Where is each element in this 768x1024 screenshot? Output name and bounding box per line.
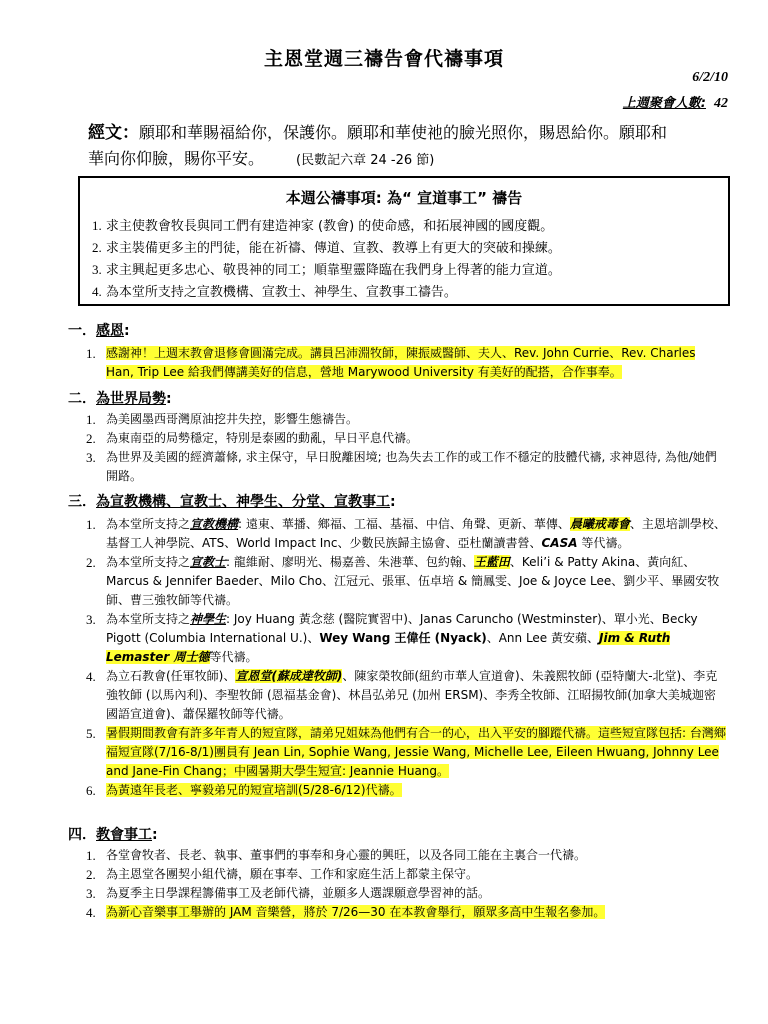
list-item: 1. 為美國墨西哥灣原油挖井失控，影響生態禱告。: [86, 412, 359, 427]
notice-item: 3. 求主興起更多忠心、敬畏神的同工；順靠聖靈降臨在我們身上得著的能力宣道。: [92, 262, 561, 278]
section-heading-church-ministry: 四．教會事工:: [68, 827, 158, 843]
notice-title: 本週公禱事項: 為“ 宣道事工” 禱告: [285, 189, 523, 207]
list-item: 2. 為東南亞的局勢穩定，特別是泰國的動亂，早日平息代禱。: [86, 431, 419, 446]
scripture-reference: (民數記六章 24 -26 節): [296, 153, 435, 168]
section-heading-missions: 三．為宣教機構、宣教士、神學生、分堂、宣教事工:: [68, 494, 396, 510]
weekly-prayer-notice-box: [78, 176, 730, 306]
notice-item: 2. 求主裝備更多主的門徒，能在祈禱、傳道、宣教、教導上有更大的突破和操練。: [92, 240, 561, 256]
church-ministry-list: [86, 846, 726, 922]
bulletin-date: 6/2/10: [692, 70, 728, 85]
list-item: 5. 暑假期間教會有許多年青人的短宣隊，請弟兄姐妹為他們有合一的心，出入平安的腳蹤代禱。這些短宣隊包括: 台灣鄉福短宣隊(7/16-8/1)團員有 Jean Lin, Sophie Wang, Jessie Wang, Michelle Lee, Eileen Hwuang, Johnny Lee and Jane-Fin Chang；中國暑期大學生短宣: Jeannie Huang。: [86, 726, 726, 778]
list-item: 1. 為本堂所支持之宣教機構: 遠東、華播、鄉福、工福、基福、中信、角聲、更新、華傳、晨曦戒毒會、主恩培訓學校、基督工人神學院、ATS、World Impact Inc、少數民族歸主協會、亞杜蘭讀書營、CASA 等代禱。: [86, 517, 726, 550]
scripture-label: 經文：: [88, 123, 139, 143]
list-item: 4. 為立石教會(任軍牧師)、宣恩堂(蘇成達牧師)、陳家榮牧師(紐約市華人宣道會)、朱義熙牧師 (亞特蘭大-北堂)、李克強牧師 (以馬內利)、李聖牧師 (恩福基金會)、林昌弘弟兄 (加州 ERSM)、李秀全牧師、江昭揚牧師(加拿大美城迦密國語宣道會)、蕭保羅牧師等代禱。: [86, 669, 718, 721]
list-item: 1. 各堂會牧者、長老、執事、董事們的事奉和身心靈的興旺，以及各同工能在主裏合一代禱。: [86, 848, 587, 863]
list-item: 6. 為黃遠年長老、寧毅弟兄的短宣培訓(5/28-6/12)代禱。: [86, 783, 402, 798]
section-heading-thanksgiving: 一．感恩:: [68, 323, 130, 339]
list-item: 1. 感謝神！上週末教會退修會圓滿完成。講員呂沛淵牧師，陳振威醫師、夫人、Rev. John Currie、Rev. Charles Han, Trip Lee 給我們傳講美好的信息，營地 Marywood University 有美好的配搭，合作事奉。: [86, 346, 696, 379]
notice-item: 4. 為本堂所支持之宣教機構、宣教士、神學生、宣教事工禱告。: [92, 284, 457, 300]
missions-list: [86, 515, 726, 800]
scripture-line-2: 華向你仰臉，賜你平安。: [88, 149, 265, 168]
list-item: 3. 為世界及美國的經濟蕭條, 求主保守，早日脫離困境; 也為失去工作的或工作不穩定的肢體代禱, 求神恩待, 為他/她們開路。: [86, 450, 717, 483]
list-item: 2. 為主恩堂各團契小組代禱，願在事奉、工作和家庭生活上都蒙主保守。: [86, 867, 479, 882]
attendance-count: 42: [714, 96, 728, 111]
scripture-line-1: 願耶和華賜福給你，保護你。願耶和華使祂的臉光照你，賜恩給你。願耶和: [139, 123, 668, 142]
notice-list: [80, 215, 728, 303]
section-heading-world-situation: 二．為世界局勢:: [68, 391, 172, 407]
list-item: 2. 為本堂所支持之宣教士: 龍維耐、廖明光、楊嘉善、朱港華、包約翰、王藍田、Keli’i & Patty Akina、黃向紅、Marcus & Jennifer Baeder、Milo Cho、江冠元、張軍、伍卓培 & 簡鳳雯、Joe & Joyce Lee、劉少平、畢國安牧師、曹三強牧師等代禱。: [86, 555, 720, 607]
world-situation-list: [86, 410, 726, 486]
thanksgiving-list: [86, 344, 726, 382]
notice-item: 1. 求主使教會牧長與同工們有建造神家 (教會) 的使命感，和拓展神國的國度觀。: [92, 218, 554, 234]
page-title: 主恩堂週三禱告會代禱事項: [263, 48, 504, 70]
attendance: [623, 92, 728, 112]
list-item: 3. 為夏季主日學課程籌備事工及老師代禱，並願多人選課願意學習神的話。: [86, 886, 491, 901]
attendance-label: 上週聚會人數:: [622, 96, 706, 111]
list-item: 3. 為本堂所支持之神學生: Joy Huang 黃念慈 (醫院實習中)、Janas Caruncho (Westminster)、單小光、Becky Pigott (Columbia International U.)、Wey Wang 王偉任 (Nyack)、Ann Lee 黃安蘋、Jim & Ruth Lemaster 周士德等代禱。: [86, 612, 698, 664]
scripture-passage: [88, 120, 728, 173]
list-item: 4. 為新心音樂事工舉辦的 JAM 音樂營，將於 7/26—30 在本教會舉行，願眾多高中生報名參加。: [86, 905, 606, 920]
